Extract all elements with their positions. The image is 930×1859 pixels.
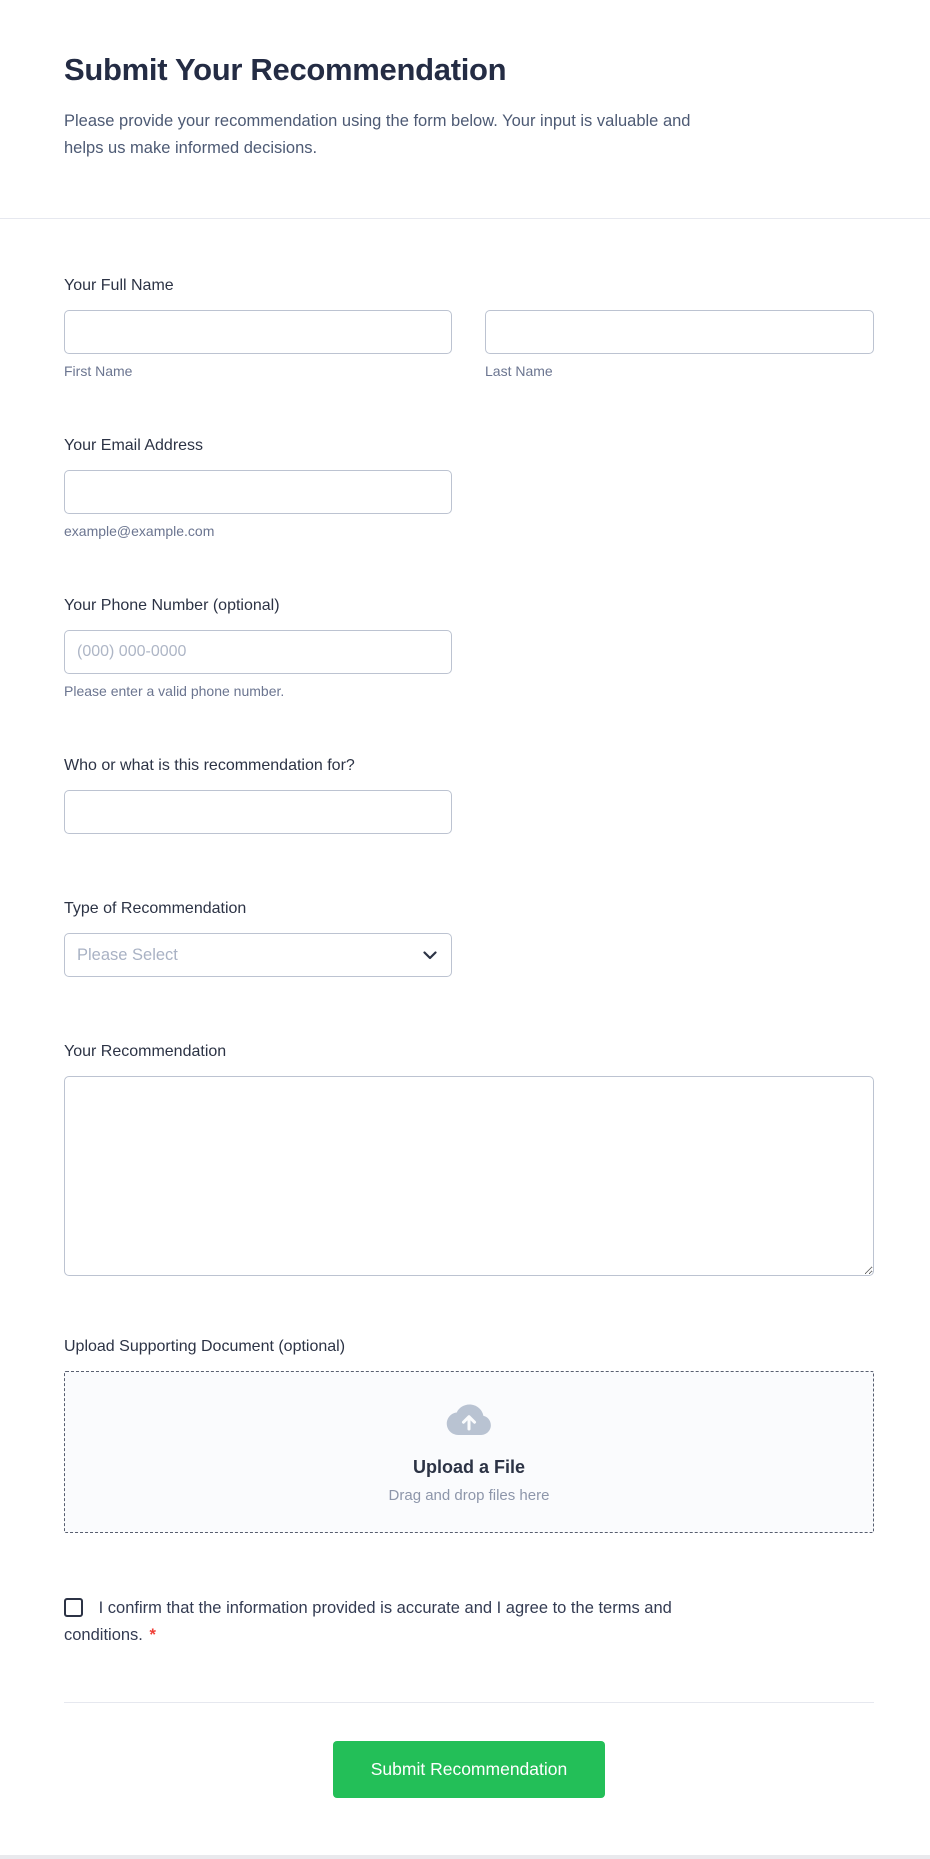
form-description: Please provide your recommendation using the form below. Your input is valuable and helps us make informed decisions. bbox=[64, 112, 691, 157]
required-asterisk: * bbox=[149, 1626, 156, 1644]
phone-sublabel: Please enter a valid phone number. bbox=[64, 683, 285, 699]
recipient-input[interactable] bbox=[64, 790, 452, 834]
upload-hint: Drag and drop files here bbox=[388, 1487, 550, 1504]
first-name-col bbox=[64, 310, 452, 379]
name-row bbox=[64, 310, 874, 379]
email-label: Your Email Address bbox=[64, 437, 204, 454]
recommendation-label: Your Recommendation bbox=[64, 1043, 227, 1060]
full-name-label: Your Full Name bbox=[64, 277, 174, 294]
email-input[interactable] bbox=[64, 470, 452, 514]
consent-label: I confirm that the information provided is accurate and I agree to the terms and conditions. bbox=[64, 1599, 672, 1644]
first-name-sublabel: First Name bbox=[64, 363, 133, 379]
field-phone bbox=[64, 597, 874, 699]
field-upload bbox=[64, 1338, 874, 1533]
type-label: Type of Recommendation bbox=[64, 900, 247, 917]
last-name-col bbox=[485, 310, 873, 379]
consent-checkbox[interactable] bbox=[64, 1598, 83, 1617]
consent-label-wrap bbox=[64, 1599, 672, 1644]
upload-button-text: Upload a File bbox=[412, 1457, 526, 1477]
phone-label: Your Phone Number (optional) bbox=[64, 597, 280, 614]
recommendation-textarea[interactable] bbox=[64, 1076, 874, 1276]
upload-label: Upload Supporting Document (optional) bbox=[64, 1338, 346, 1355]
type-select-value: Please Select bbox=[77, 945, 178, 964]
file-dropzone[interactable] bbox=[64, 1371, 874, 1533]
field-consent bbox=[64, 1595, 704, 1649]
email-sublabel: example@example.com bbox=[64, 523, 215, 539]
first-name-input[interactable] bbox=[64, 310, 452, 354]
cloud-upload-icon bbox=[444, 1400, 494, 1443]
chevron-down-icon bbox=[423, 951, 437, 960]
form-body bbox=[0, 219, 930, 1798]
field-recipient bbox=[64, 757, 874, 834]
submit-button[interactable]: Submit Recommendation bbox=[333, 1741, 605, 1798]
field-email bbox=[64, 437, 874, 539]
field-type bbox=[64, 900, 874, 977]
form-footer bbox=[64, 1702, 874, 1798]
page-title: Submit Your Recommendation bbox=[64, 52, 507, 87]
form-header bbox=[0, 0, 930, 219]
field-full-name bbox=[64, 277, 874, 379]
field-recommendation bbox=[64, 1043, 874, 1276]
phone-input[interactable] bbox=[64, 630, 452, 674]
last-name-input[interactable] bbox=[485, 310, 874, 354]
page-bottom-strip bbox=[0, 1855, 930, 1859]
last-name-sublabel: Last Name bbox=[485, 363, 553, 379]
type-select[interactable] bbox=[64, 933, 452, 977]
recipient-label: Who or what is this recommendation for? bbox=[64, 757, 355, 774]
